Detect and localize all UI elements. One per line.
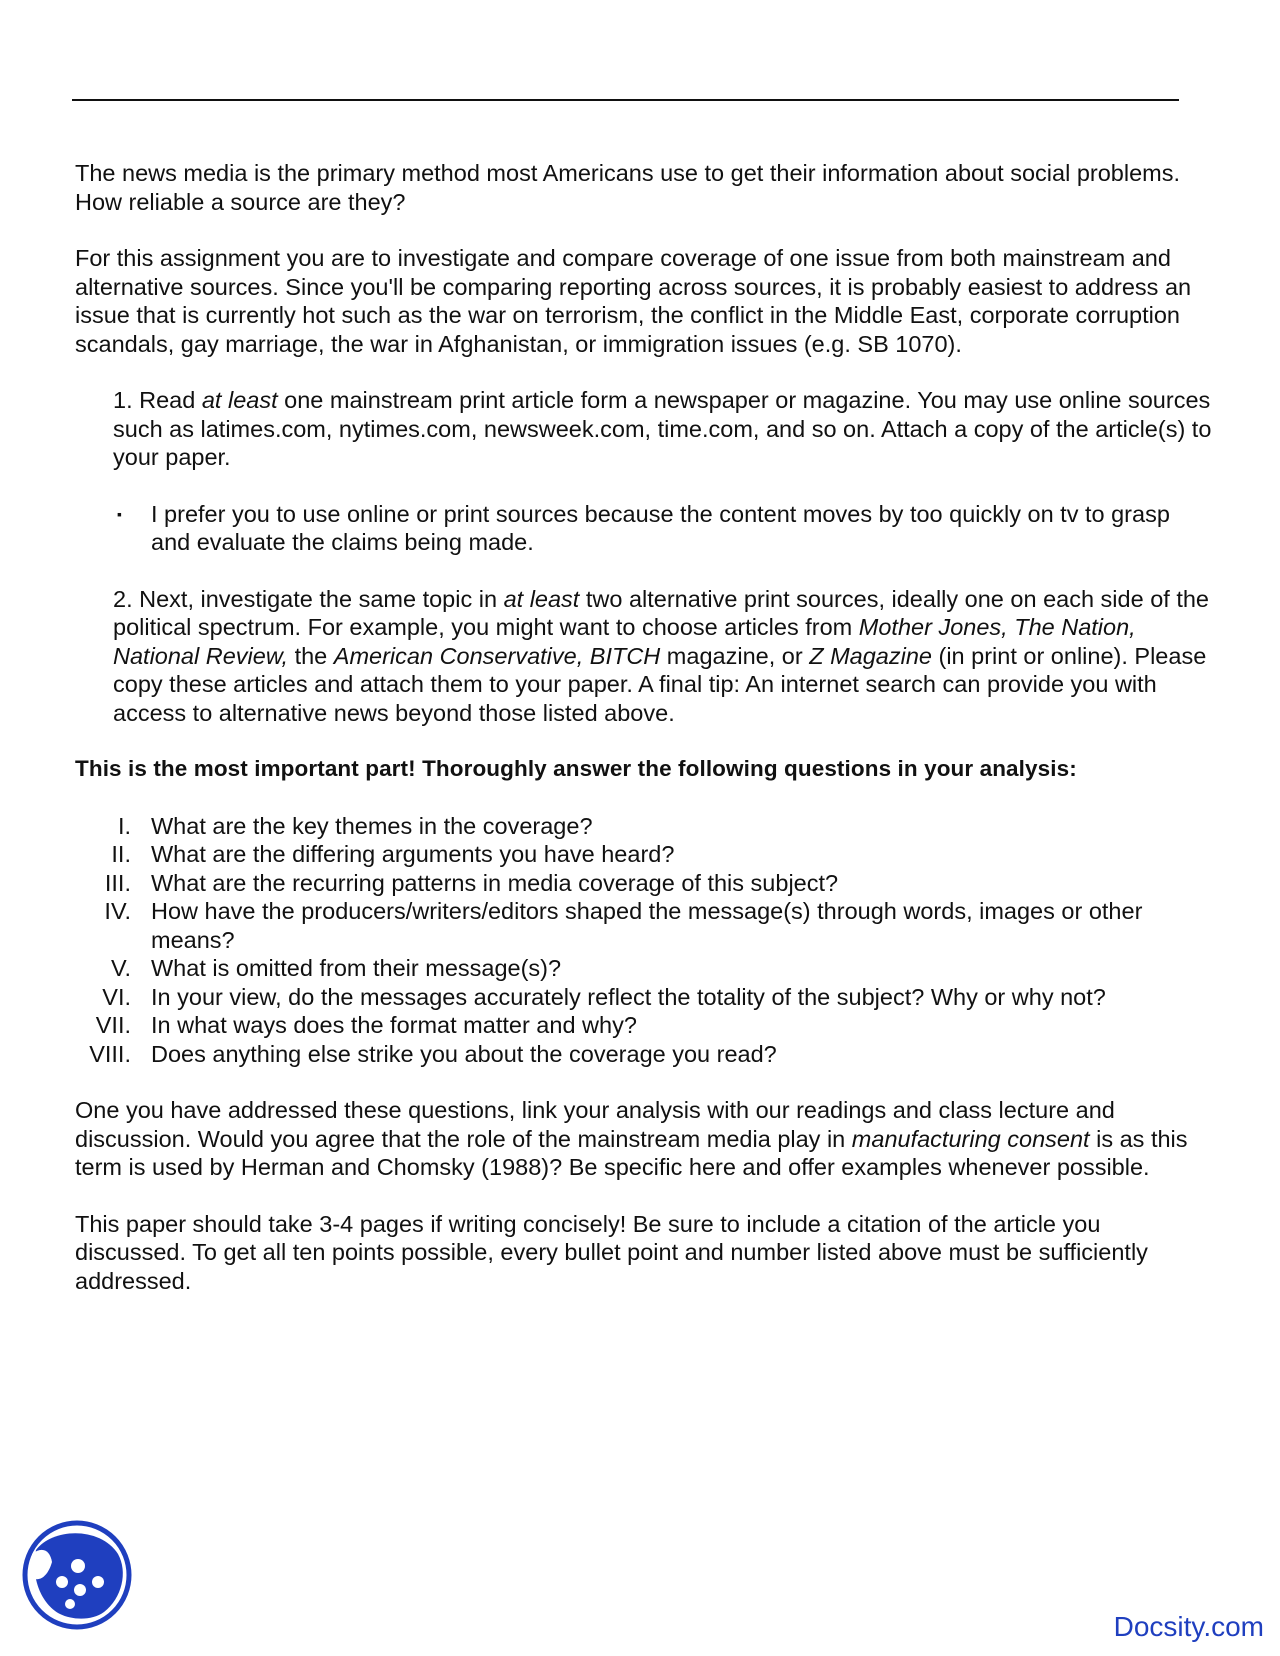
step-two-b: at least (503, 585, 580, 612)
link-b: manufacturing consent (851, 1125, 1090, 1152)
step-one-text: one mainstream print article form a newspaper or magazine. You may use online sources such as latimes.com, nytimes.com, newsweek.com, time.com, and so on. Attach a copy of the article(s) to your paper. (113, 387, 1212, 470)
bullet-note (75, 500, 1215, 557)
link-c: is as this term is used by Herman and Chomsky (1988)? Be specific here and offer examples whenever possible. (75, 1125, 1188, 1180)
document-body (75, 159, 1215, 1323)
step-one-emphasis: at least (201, 387, 278, 413)
question-text: What are the recurring patterns in media coverage of this subject? (151, 869, 839, 896)
question-item (75, 812, 1215, 841)
assignment-paragraph: For this assignment you are to investigate and compare coverage of one issue from both mainstream and alternative sources. Since you'll be comparing reporting across sources, it is probably easiest to address an issue that is currently hot such as the war on terrorism, the conflict in the Middle East, corporate corruption scandals, gay marriage, the war in Afghanistan, or immigration issues (e.g. SB 1070). (75, 245, 1192, 357)
question-item (75, 840, 1215, 869)
step-two-d: Mother Jones, The Nation, National Review, (113, 614, 1136, 669)
step-two-f: American Conservative, BITCH (333, 642, 661, 669)
step-one-prefix: 1. Read (113, 387, 202, 413)
step-two-g: magazine, or (660, 642, 810, 669)
question-number: III. (104, 869, 131, 896)
docsity-logo-icon[interactable] (22, 1520, 132, 1630)
question-number: IV. (104, 898, 131, 924)
link-paragraph (75, 1096, 1215, 1182)
step-one (113, 386, 1215, 472)
step-two (113, 585, 1215, 728)
step-two-c: two alternative print sources, ideally one on each side of the political spectrum. For example, you might want to choose articles from (113, 585, 1209, 640)
question-number: I. (117, 812, 131, 839)
question-number: V. (110, 955, 131, 981)
step-two-a: 2. Next, investigate the same topic in (113, 585, 504, 612)
question-number: VI. (102, 983, 131, 1010)
question-number: VII. (95, 1012, 131, 1038)
step-two-i: (in print or online). Please copy these articles and attach them to your paper. A final tip: An internet search can provide you with access to alternative news beyond those listed above. (113, 642, 1207, 726)
question-item (75, 869, 1215, 898)
closing-paragraph: This paper should take 3-4 pages if writing concisely! Be sure to include a citation of the article you discussed. To get all ten points possible, every bullet point and number listed above must be sufficiently addressed. (75, 1210, 1148, 1294)
question-item (75, 897, 1215, 954)
question-item (75, 983, 1215, 1012)
question-text: How have the producers/writers/editors shaped the message(s) through words, images or other means? (151, 898, 1143, 953)
question-text: What are the differing arguments you have heard? (151, 841, 675, 867)
link-a: One you have addressed these questions, link your analysis with our readings and class lecture and discussion. Would you agree that the role of the mainstream media play in (75, 1097, 1115, 1152)
intro-paragraph: The news media is the primary method most Americans use to get their information about social problems. How reliable a source are they? (75, 160, 1181, 215)
docsity-brand-link[interactable]: Docsity.com (1113, 1611, 1264, 1642)
top-rule (72, 99, 1179, 101)
important-heading: This is the most important part! Thoroughly answer the following questions in your analysis: (75, 756, 1077, 781)
question-text: Does anything else strike you about the coverage you read? (151, 1040, 777, 1067)
question-number: II. (111, 841, 131, 867)
step-two-e: the (288, 642, 334, 669)
question-text: What is omitted from their message(s)? (151, 955, 562, 981)
question-item (75, 1040, 1215, 1069)
question-text: What are the key themes in the coverage? (151, 812, 593, 839)
question-text: In what ways does the format matter and why? (151, 1012, 637, 1038)
question-text: In your view, do the messages accurately reflect the totality of the subject? Why or why not? (151, 983, 1106, 1010)
question-number: VIII. (89, 1040, 131, 1067)
bullet-text: I prefer you to use online or print sources because the content moves by too quickly on tv to grasp and evaluate the claims being made. (151, 500, 1170, 555)
step-two-h: Z Magazine (809, 642, 932, 669)
square-bullet-icon: ▪ (117, 505, 122, 522)
question-item (75, 954, 1215, 983)
question-list (75, 812, 1215, 1069)
question-item (75, 1011, 1215, 1040)
